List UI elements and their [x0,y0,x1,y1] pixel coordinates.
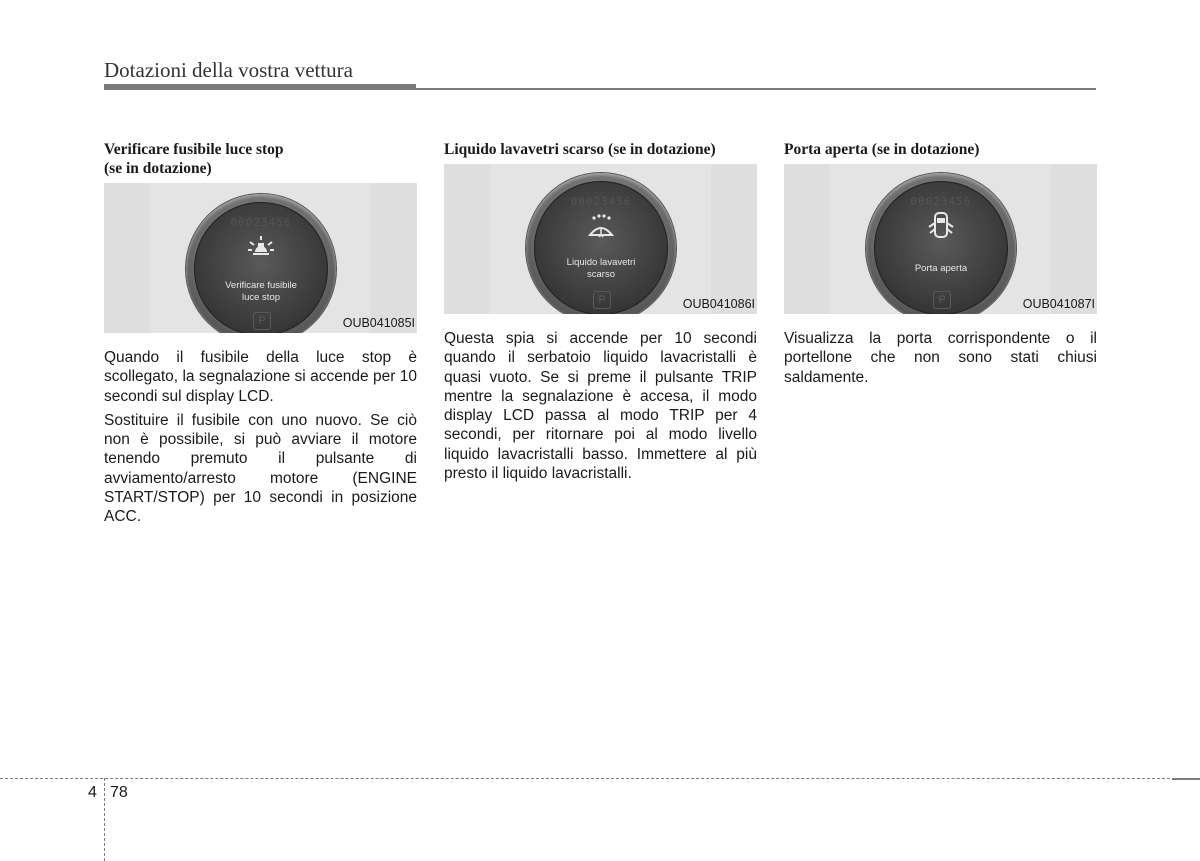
park-indicator: P [593,291,611,309]
footer-rule-end [1172,778,1200,780]
section-washer-fluid-body [444,329,757,488]
section-door-open-body [784,329,1097,392]
cluster-display: 00023456 Liquido lavavetri scarso P [526,173,676,314]
figure-code: OUB041085I [342,316,415,330]
stop-lamp-fuse-warning-icon [246,234,276,260]
figure-code: OUB041086I [682,297,755,311]
door-open-car-icon [926,209,956,239]
cluster-display: 00023456 Verificare fusibile luce stop P [186,194,336,333]
section-heading-line: Liquido lavavetri scarso (se in dotazione) [444,141,716,158]
section-stop-fuse-body [104,348,417,532]
figure-code: OUB041087I [1022,297,1095,311]
dial-label: Porta aperta [914,263,968,274]
figure-door-open [784,164,1097,314]
figure-stop-fuse [104,183,417,333]
header-rule-thin [416,88,1096,90]
dial-label: Verificare fusibile luce stop [225,280,297,303]
paragraph: Visualizza la porta corrispondente o il portellone che non sono stati chiusi saldamente. [784,330,1097,386]
footer-divider [104,778,105,861]
header-rule [104,84,416,90]
paragraph: Questa spia si accende per 10 secondi quando il serbatoio liquido lavacristalli è quasi vuoto. Se si preme il pulsante TRIP mentre la segnalazione è accesa, il modo display LCD passa al modo TRIP per 4 secondi, per ritornare poi al modo livello liquido lavacristalli basso. Immettere al più presto il liquido lavacristalli. [444,330,757,483]
section-heading-line: Verificare fusibile luce stop [104,141,284,158]
page-number: 78 [110,784,128,801]
section-heading-line: Porta aperta (se in dotazione) [784,141,980,158]
page-header-title: Dotazioni della vostra vettura [104,58,353,82]
chapter-number: 4 [88,784,97,801]
section-stop-fuse-heading [104,140,417,178]
section-washer-fluid-heading [444,140,757,159]
paragraph: Quando il fusibile della luce stop è scollegato, la segnalazione si accende per 10 secondi sul display LCD. [104,349,417,405]
paragraph: Sostituire il fusibile con uno nuovo. Se ciò non è possibile, si può avviare il motore tenendo premuto il pulsante di avviamento/arresto motore (ENGINE START/STOP) per 10 secondi in posizione ACC. [104,411,417,526]
figure-washer-fluid [444,164,757,314]
section-heading-line: (se in dotazione) [104,160,212,177]
washer-fluid-icon [586,213,616,239]
footer-rule [0,778,1200,779]
park-indicator: P [253,312,271,330]
section-door-open-heading [784,140,1097,159]
dial-label: Liquido lavavetri scarso [566,257,636,280]
cluster-display: 00023456 Porta aperta P [866,173,1016,314]
park-indicator: P [933,291,951,309]
